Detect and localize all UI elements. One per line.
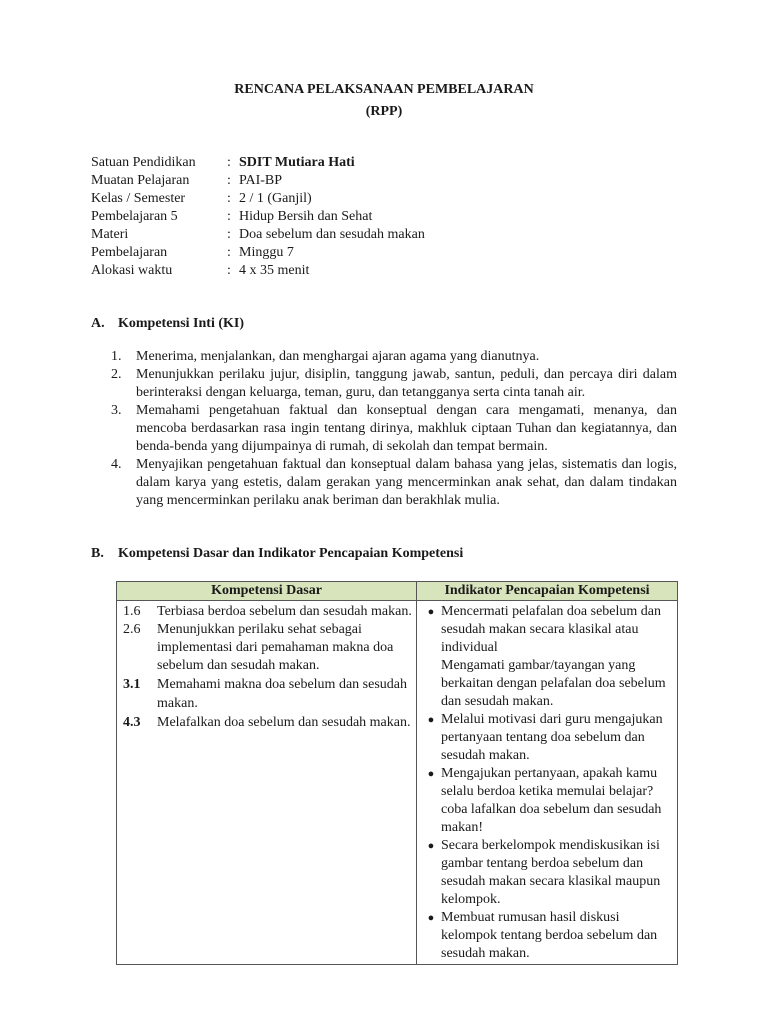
kd-cell bbox=[117, 601, 417, 965]
list-number: 2. bbox=[111, 367, 122, 382]
kd-text: Melafalkan doa sebelum dan sesudah makan. bbox=[157, 715, 411, 730]
list-number: 4. bbox=[111, 457, 122, 472]
identity-value: Hidup Bersih dan Sehat bbox=[239, 209, 373, 224]
indicator-item bbox=[421, 837, 671, 909]
ki-list bbox=[111, 348, 677, 510]
list-number: 3. bbox=[111, 403, 122, 418]
identity-row bbox=[91, 154, 425, 172]
indicator-item bbox=[421, 711, 671, 765]
identity-colon: : bbox=[227, 209, 231, 224]
identity-value: SDIT Mutiara Hati bbox=[239, 155, 355, 170]
kd-number: 3.1 bbox=[123, 677, 141, 692]
identity-label: Pembelajaran 5 bbox=[91, 209, 178, 224]
kd-item bbox=[123, 603, 412, 621]
identity-label: Kelas / Semester bbox=[91, 191, 186, 206]
kd-item bbox=[123, 713, 412, 732]
kd-number: 4.3 bbox=[123, 715, 141, 730]
bullet-icon: ● bbox=[427, 768, 435, 780]
bullet-icon: ● bbox=[427, 714, 435, 726]
list-item bbox=[111, 402, 677, 456]
indicator-item bbox=[421, 603, 671, 711]
identity-value: Doa sebelum dan sesudah makan bbox=[239, 227, 425, 242]
identity-value: 2 / 1 (Ganjil) bbox=[239, 191, 312, 206]
kd-text: Memahami makna doa sebelum dan sesudah makan. bbox=[157, 677, 407, 711]
list-item bbox=[111, 456, 677, 510]
kd-item bbox=[123, 621, 412, 675]
identity-row bbox=[91, 226, 425, 244]
list-text: Menunjukkan perilaku jujur, disiplin, tanggung jawab, santun, peduli, dan percaya diri dalam berinteraksi dengan keluarga, teman, guru, dan tetangganya serta cinta tanah air. bbox=[136, 367, 677, 400]
indicator-text: Mencermati pelafalan doa sebelum dan sesudah makan secara klasikal atau individual Mengamati gambar/tayangan yang berkaitan dengan pelafalan doa sebelum dan sesudah makan. bbox=[441, 604, 666, 709]
identity-colon: : bbox=[227, 227, 231, 242]
list-text: Memahami pengetahuan faktual dan konseptual dengan cara mengamati, menanya, dan mencoba berdasarkan rasa ingin tentang dirinya, makhluk ciptaan Tuhan dan kegiatannya, dan benda-benda yang dijumpainya di rumah, di sekolah dan tempat bermain. bbox=[136, 403, 677, 454]
document-subtitle: (RPP) bbox=[365, 104, 403, 119]
identity-row bbox=[91, 262, 425, 280]
identity-label: Satuan Pendidikan bbox=[91, 155, 196, 170]
table-header bbox=[417, 582, 678, 601]
kd-number: 2.6 bbox=[123, 622, 141, 637]
identity-row bbox=[91, 208, 425, 226]
bullet-icon: ● bbox=[427, 606, 435, 618]
indicator-text: Secara berkelompok mendiskusikan isi gambar tentang berdoa sebelum dan sesudah makan secara klasikal maupun kelompok. bbox=[441, 838, 661, 907]
identity-colon: : bbox=[227, 155, 231, 170]
identity-label: Muatan Pelajaran bbox=[91, 173, 190, 188]
identity-colon: : bbox=[227, 173, 231, 188]
table-header-row bbox=[117, 582, 678, 601]
indicator-item bbox=[421, 909, 671, 963]
kd-text: Menunjukkan perilaku sehat sebagai implementasi dari pemahaman makna doa sebelum dan sesudah makan. bbox=[157, 622, 394, 673]
section-heading-kd bbox=[91, 545, 463, 563]
indicator-text: Mengajukan pertanyaan, apakah kamu selalu berdoa ketika memulai belajar? coba lafalkan doa sebelum dan sesudah makan! bbox=[441, 766, 662, 835]
identity-label: Alokasi waktu bbox=[91, 263, 173, 278]
bullet-icon: ● bbox=[427, 840, 435, 852]
identity-value: PAI-BP bbox=[239, 173, 283, 188]
section-title: Kompetensi Dasar dan Indikator Pencapaian Kompetensi bbox=[118, 546, 464, 561]
section-title: Kompetensi Inti (KI) bbox=[118, 316, 244, 331]
identity-value: Minggu 7 bbox=[239, 245, 294, 260]
document-title: RENCANA PELAKSANAAN PEMBELAJARAN bbox=[234, 82, 534, 97]
table-header-label: Kompetensi Dasar bbox=[211, 583, 322, 598]
identity-colon: : bbox=[227, 263, 231, 278]
indicator-text: Membuat rumusan hasil diskusi kelompok tentang berdoa sebelum dan sesudah makan. bbox=[441, 910, 658, 961]
table-row bbox=[117, 601, 678, 965]
table-header-label: Indikator Pencapaian Kompetensi bbox=[444, 583, 650, 598]
identity-row bbox=[91, 172, 425, 190]
list-item bbox=[111, 348, 677, 366]
identity-value: 4 x 35 menit bbox=[239, 263, 310, 278]
list-item bbox=[111, 366, 677, 402]
list-number: 1. bbox=[111, 349, 122, 364]
list-text: Menerima, menjalankan, dan menghargai ajaran agama yang dianutnya. bbox=[136, 349, 540, 364]
bullet-icon: ● bbox=[427, 912, 435, 924]
kd-item bbox=[123, 675, 412, 713]
identity-label: Materi bbox=[91, 227, 129, 242]
indicator-item bbox=[421, 765, 671, 837]
section-letter: B. bbox=[91, 546, 104, 561]
identity-row bbox=[91, 190, 425, 208]
kd-text: Terbiasa berdoa sebelum dan sesudah makan. bbox=[157, 604, 412, 619]
indicator-cell bbox=[417, 601, 678, 965]
identity-block bbox=[91, 154, 425, 280]
section-letter: A. bbox=[91, 316, 105, 331]
identity-colon: : bbox=[227, 191, 231, 206]
identity-label: Pembelajaran bbox=[91, 245, 168, 260]
section-heading-ki bbox=[91, 315, 244, 333]
competency-table bbox=[116, 581, 678, 965]
list-text: Menyajikan pengetahuan faktual dan konseptual dalam bahasa yang jelas, sistematis dan logis, dalam karya yang estetis, dalam gerakan yang mencerminkan anak sehat, dan dalam tindakan yang mencerminkan perilaku anak beriman dan berakhlak mulia. bbox=[136, 457, 677, 508]
table-header bbox=[117, 582, 417, 601]
identity-row bbox=[91, 244, 425, 262]
indicator-text: Melalui motivasi dari guru mengajukan pertanyaan tentang doa sebelum dan sesudah makan. bbox=[441, 712, 663, 763]
identity-colon: : bbox=[227, 245, 231, 260]
kd-number: 1.6 bbox=[123, 604, 141, 619]
